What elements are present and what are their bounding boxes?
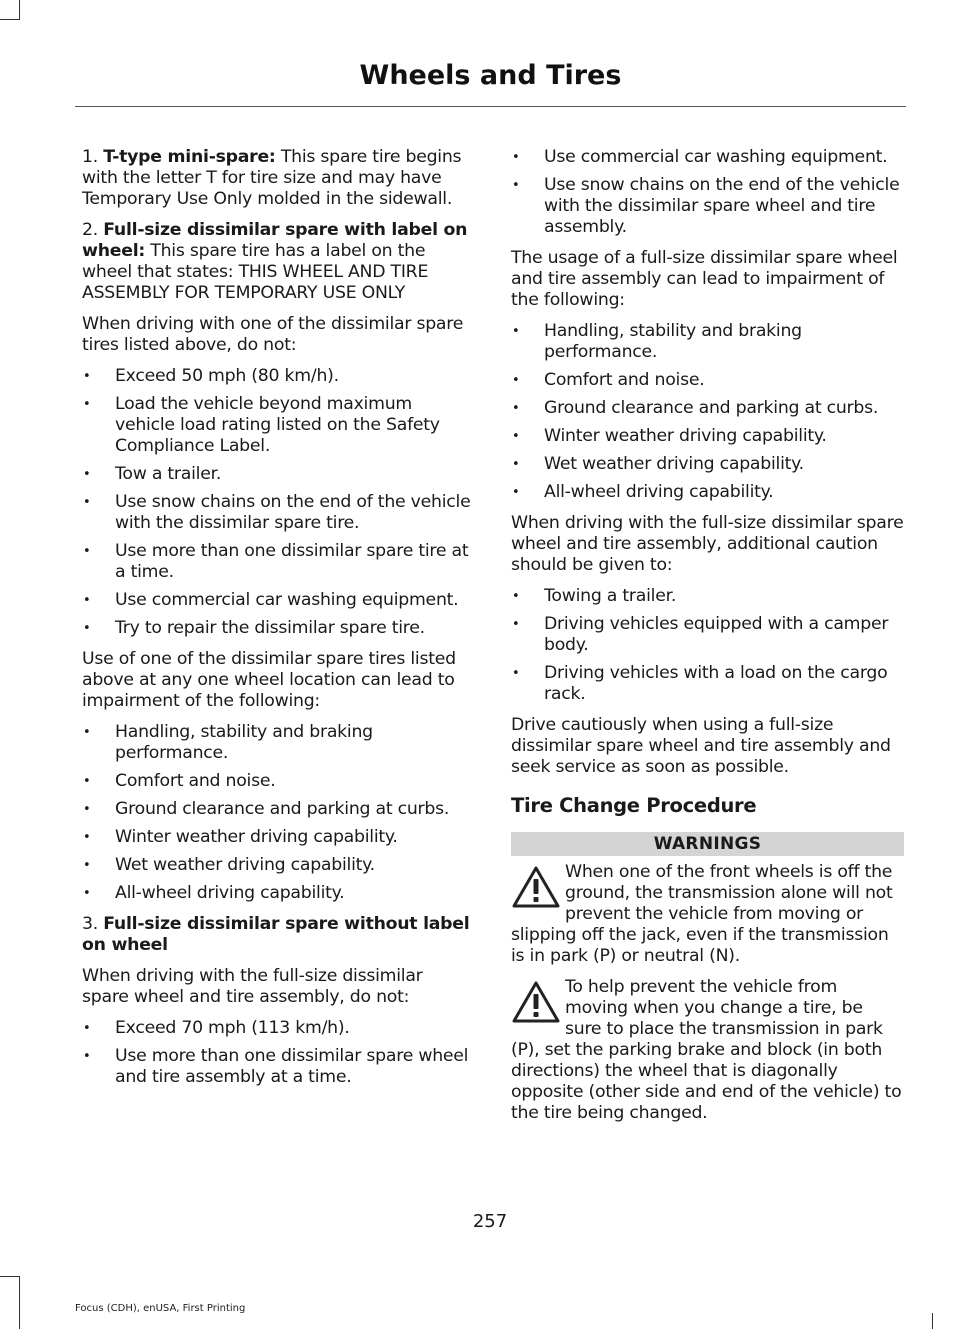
crop-mark <box>0 19 20 20</box>
crop-mark <box>19 1277 20 1329</box>
paragraph-text: When driving with the full-size dissimilar spare wheel and tire assembly, additional caution should be given to: <box>511 513 904 575</box>
bullet-list <box>511 321 904 503</box>
paragraph-t-type <box>82 147 474 210</box>
crop-mark <box>0 1276 20 1277</box>
bullet-list <box>511 586 904 705</box>
list-item: • Wet weather driving capability. <box>511 454 904 475</box>
list-item: • Use commercial car washing equipment. <box>82 590 474 611</box>
paragraph-text: When driving with one of the dissimilar spare tires listed above, do not: <box>82 314 464 355</box>
crop-mark <box>932 1313 933 1329</box>
list-item: • All-wheel driving capability. <box>511 482 904 503</box>
list-item: • Driving vehicles with a load on the cargo rack. <box>511 663 904 705</box>
warning-triangle-icon <box>511 865 561 909</box>
list-item: • Wet weather driving capability. <box>82 855 474 876</box>
warning-text: To help prevent the vehicle from moving when you change a tire, be sure to place the transmission in park (P), set the parking brake and block (in both directions) the wheel that is diagonally opposite (other side and end of the vehicle) to the tire being changed. <box>511 977 902 1123</box>
bold-term: Full-size dissimilar spare without label on wheel <box>82 914 470 955</box>
bullet-list <box>511 147 904 238</box>
page-title: Wheels and Tires <box>359 60 622 91</box>
paragraph-full-size-label <box>82 220 474 304</box>
list-item: • Use snow chains on the end of the vehicle with the dissimilar spare tire. <box>82 492 474 534</box>
list-item: • Use more than one dissimilar spare wheel and tire assembly at a time. <box>82 1046 474 1088</box>
list-item: • Try to repair the dissimilar spare tire. <box>82 618 474 639</box>
list-item: • Handling, stability and braking performance. <box>511 321 904 363</box>
page-number: 257 <box>472 1211 508 1232</box>
list-item: • Load the vehicle beyond maximum vehicle load rating listed on the Safety Compliance Label. <box>82 394 474 457</box>
list-item: • Comfort and noise. <box>82 771 474 792</box>
list-item: • Use commercial car washing equipment. <box>511 147 904 168</box>
item-number: 3. <box>82 914 104 934</box>
paragraph-text: This spare tire has a label on the wheel that states: THIS WHEEL AND TIRE ASSEMBLY FOR TEMPORARY USE ONLY <box>82 241 429 303</box>
bullet-list <box>82 1018 474 1088</box>
list-item: • Exceed 50 mph (80 km/h). <box>82 366 474 387</box>
list-item: • Exceed 70 mph (113 km/h). <box>82 1018 474 1039</box>
bullet-list <box>82 722 474 904</box>
section-heading: Tire Change Procedure <box>511 794 757 817</box>
title-divider <box>75 106 906 107</box>
list-item: • Towing a trailer. <box>511 586 904 607</box>
footer-text: Focus (CDH), enUSA, First Printing <box>75 1303 246 1314</box>
warnings-header: WARNINGS <box>511 832 904 856</box>
left-column <box>82 147 474 1098</box>
paragraph-text: Use of one of the dissimilar spare tires listed above at any one wheel location can lead to impairment of the following: <box>82 649 456 711</box>
paragraph-text: When driving with the full-size dissimilar spare wheel and tire assembly, do not: <box>82 966 423 1007</box>
crop-mark <box>19 0 20 20</box>
list-item: • Driving vehicles equipped with a camper body. <box>511 614 904 656</box>
paragraph-text: Drive cautiously when using a full-size dissimilar spare wheel and tire assembly and seek service as soon as possible. <box>511 715 891 777</box>
list-item: • Use snow chains on the end of the vehicle with the dissimilar spare wheel and tire assembly. <box>511 175 904 238</box>
paragraph-text: This spare tire begins with the letter T for tire size and may have Temporary Use Only molded in the sidewall. <box>82 147 462 209</box>
list-item: • Handling, stability and braking performance. <box>82 722 474 764</box>
list-item: • Winter weather driving capability. <box>82 827 474 848</box>
paragraph-full-size-no-label <box>82 914 474 956</box>
list-item: • All-wheel driving capability. <box>82 883 474 904</box>
bullet-list <box>82 366 474 639</box>
item-number: 2. <box>82 220 104 240</box>
bold-term: T-type mini-spare: <box>103 147 276 167</box>
list-item: • Ground clearance and parking at curbs. <box>82 799 474 820</box>
list-item: • Ground clearance and parking at curbs. <box>511 398 904 419</box>
list-item: • Comfort and noise. <box>511 370 904 391</box>
bold-term: Full-size dissimilar spare with label on wheel: <box>82 220 468 261</box>
list-item: • Winter weather driving capability. <box>511 426 904 447</box>
right-column <box>511 147 904 1134</box>
warning-block <box>511 977 904 1124</box>
list-item: • Tow a trailer. <box>82 464 474 485</box>
warning-text: When one of the front wheels is off the ground, the transmission alone will not prevent the vehicle from moving or slipping off the jack, even if the transmission is in park (P) or neutral (N). <box>511 862 893 966</box>
warning-triangle-icon <box>511 980 561 1024</box>
item-number: 1. <box>82 147 104 167</box>
warning-block <box>511 862 904 967</box>
list-item: • Use more than one dissimilar spare tire at a time. <box>82 541 474 583</box>
paragraph-text: The usage of a full-size dissimilar spare wheel and tire assembly can lead to impairment of the following: <box>511 248 898 310</box>
